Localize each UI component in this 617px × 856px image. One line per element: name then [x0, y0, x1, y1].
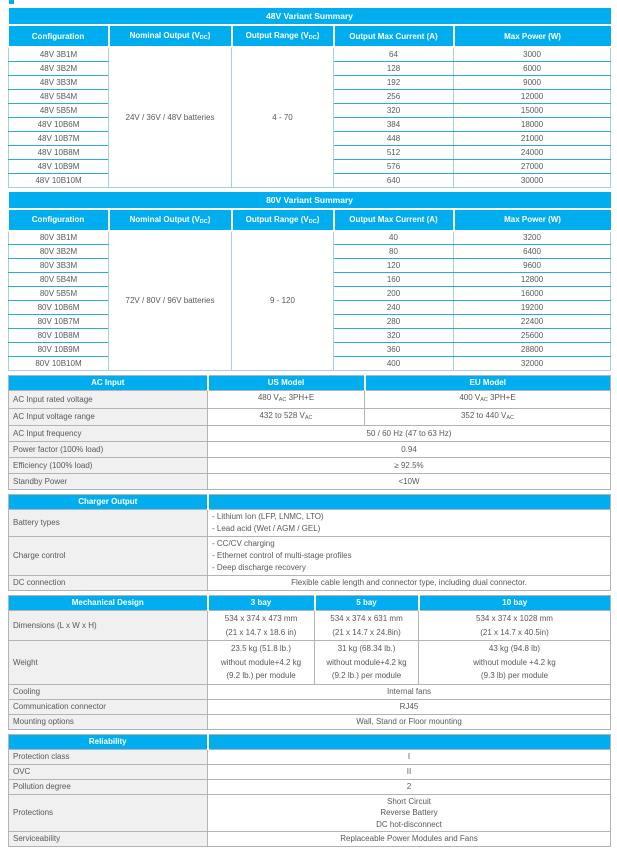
current-cell: 320 — [334, 103, 454, 117]
current-cell: 40 — [334, 231, 454, 245]
power-cell: 3000 — [454, 47, 611, 61]
config-cell: 48V 3B1M — [9, 47, 109, 61]
column-header-max-current: Output Max Current (A) — [334, 209, 454, 231]
config-cell: 48V 10B9M — [9, 159, 109, 173]
output-range-cell: 9 - 120 — [232, 231, 334, 371]
power-cell: 15000 — [454, 103, 611, 117]
current-cell: 360 — [334, 343, 454, 357]
current-cell: 128 — [334, 61, 454, 75]
spec-label: Weight — [9, 641, 208, 685]
power-cell: 30000 — [454, 173, 611, 187]
empty-header-cell — [208, 495, 611, 510]
table-row — [9, 391, 611, 409]
column-header-10bay: 10 bay — [419, 596, 611, 611]
spec-value: <10W — [208, 474, 611, 490]
table-row — [9, 611, 611, 641]
current-cell: 160 — [334, 273, 454, 287]
spec-label: Cooling — [9, 684, 208, 699]
table-row — [9, 510, 611, 537]
spec-label: Battery types — [9, 510, 208, 537]
config-cell: 80V 10B8M — [9, 329, 109, 343]
spec-label: Charge control — [9, 537, 208, 576]
spec-label: Power factor (100% load) — [9, 442, 208, 458]
spec-value: - Lithium Ion (LFP, LNMC, LTO) - Lead acid (Wet / AGM / GEL) — [208, 510, 611, 537]
table-row — [9, 458, 611, 474]
spec-value: 50 / 60 Hz (47 to 63 Hz) — [208, 426, 611, 442]
section-title-ac-input: AC Input — [9, 376, 208, 391]
weight-10bay: 43 kg (94.8 lb) without module +4.2 kg (9.3 lb) per module — [419, 641, 611, 685]
current-cell: 240 — [334, 301, 454, 315]
empty-header-cell — [208, 734, 611, 749]
current-cell: 80 — [334, 245, 454, 259]
cropped-text-fragment — [9, 0, 14, 4]
column-header-eu-model: EU Model — [365, 376, 611, 391]
table-row — [9, 231, 611, 245]
power-cell: 9000 — [454, 75, 611, 89]
current-cell: 280 — [334, 315, 454, 329]
spec-value-eu: 400 $V_{AC}$ 3PH+E — [365, 391, 611, 409]
config-cell: 80V 3B1M — [9, 231, 109, 245]
spec-label: Standby Power — [9, 474, 208, 490]
spec-value: Internal fans — [208, 684, 611, 699]
subscript-dc: DC — [199, 35, 208, 41]
table-row — [9, 47, 611, 61]
section-title-charger-output: Charger Output — [9, 495, 208, 510]
column-header-us-model: US Model — [208, 376, 365, 391]
spec-value-eu: 352 to 440 $V_{AC}$ — [365, 408, 611, 426]
table-row — [9, 474, 611, 490]
charger-output-table — [8, 494, 611, 591]
current-cell: 120 — [334, 259, 454, 273]
current-cell: 384 — [334, 117, 454, 131]
power-cell: 24000 — [454, 145, 611, 159]
power-cell: 16000 — [454, 287, 611, 301]
spec-value: - CC/CV charging - Ethernet control of multi-stage profiles - Deep discharge recovery — [208, 537, 611, 576]
spec-label: Protection class — [9, 749, 208, 764]
power-cell: 27000 — [454, 159, 611, 173]
power-cell: 3200 — [454, 231, 611, 245]
column-header-max-power: Max Power (W) — [454, 209, 611, 231]
column-header-configuration: Configuration — [9, 209, 109, 231]
config-cell: 80V 5B5M — [9, 287, 109, 301]
spec-value: 0.94 — [208, 442, 611, 458]
table-row — [9, 764, 611, 779]
config-cell: 48V 5B5M — [9, 103, 109, 117]
spec-value: Flexible cable length and connector type, including dual connector. — [208, 576, 611, 591]
current-cell: 640 — [334, 173, 454, 187]
table-row — [9, 684, 611, 699]
current-cell: 576 — [334, 159, 454, 173]
section-title-reliability: Reliability — [9, 734, 208, 749]
spec-label: Pollution degree — [9, 779, 208, 794]
dimensions-10bay: 534 x 374 x 1028 mm (21 x 14.7 x 40.5in) — [419, 611, 611, 641]
table-row — [9, 537, 611, 576]
power-cell: 32000 — [454, 357, 611, 371]
config-cell: 80V 3B2M — [9, 245, 109, 259]
spec-value: Short Circuit Reverse Battery DC hot-disconnect — [208, 794, 611, 832]
nominal-output-cell: 72V / 80V / 96V batteries — [109, 231, 232, 371]
spec-label: Communication connector — [9, 699, 208, 714]
power-cell: 28800 — [454, 343, 611, 357]
power-cell: 9600 — [454, 259, 611, 273]
output-range-cell: 4 - 70 — [232, 47, 334, 187]
spec-value-us: 480 $V_{AC}$ 3PH+E — [208, 391, 365, 409]
current-cell: 512 — [334, 145, 454, 159]
nominal-output-cell: 24V / 36V / 48V batteries — [109, 47, 232, 187]
spec-label: Dimensions (L x W x H) — [9, 611, 208, 641]
ac-input-table — [8, 375, 611, 490]
section-title-80v: 80V Variant Summary — [9, 192, 611, 209]
power-cell: 21000 — [454, 131, 611, 145]
spec-value: 2 — [208, 779, 611, 794]
subscript-dc: DC — [308, 218, 317, 225]
spec-value: Wall, Stand or Floor mounting — [208, 714, 611, 729]
config-cell: 80V 10B9M — [9, 343, 109, 357]
config-cell: 48V 10B8M — [9, 145, 109, 159]
power-cell: 12800 — [454, 273, 611, 287]
dimensions-5bay: 534 x 374 x 631 mm (21 x 14.7 x 24.8in) — [315, 611, 419, 641]
subscript-ac: AC — [278, 397, 287, 403]
power-cell: 19200 — [454, 301, 611, 315]
variant-summary-table-80v — [8, 192, 611, 372]
weight-5bay: 31 kg (68.34 lb.) without module+4.2 kg (9.2 lb.) per module — [315, 641, 419, 685]
subscript-dc: DC — [308, 35, 317, 41]
table-row — [9, 794, 611, 832]
current-cell: 320 — [334, 329, 454, 343]
config-cell: 80V 10B10M — [9, 357, 109, 371]
current-cell: 200 — [334, 287, 454, 301]
subscript-ac: AC — [304, 414, 313, 421]
subscript-ac: AC — [506, 414, 514, 421]
config-cell: 80V 10B6M — [9, 301, 109, 315]
spec-label: OVC — [9, 764, 208, 779]
power-cell: 25600 — [454, 329, 611, 343]
datasheet — [8, 8, 610, 851]
spec-label: Serviceability — [9, 832, 208, 847]
config-cell: 80V 10B7M — [9, 315, 109, 329]
config-cell: 48V 10B10M — [9, 173, 109, 187]
subscript-dc: DC — [199, 218, 208, 225]
spec-value-us: 432 to 528 $V_{AC}$ — [208, 408, 365, 426]
spec-label: AC Input voltage range — [9, 408, 208, 426]
table-row — [9, 714, 611, 729]
spec-value: I — [208, 749, 611, 764]
spec-label: AC Input frequency — [9, 426, 208, 442]
spec-label: Efficiency (100% load) — [9, 458, 208, 474]
table-row — [9, 699, 611, 714]
config-cell: 48V 3B3M — [9, 75, 109, 89]
table-row — [9, 576, 611, 591]
config-cell: 48V 10B7M — [9, 131, 109, 145]
table-row — [9, 779, 611, 794]
power-cell: 18000 — [454, 117, 611, 131]
config-cell: 80V 5B4M — [9, 273, 109, 287]
table-row — [9, 408, 611, 426]
section-title-mechanical: Mechanical Design — [9, 596, 208, 611]
spec-label: Mounting options — [9, 714, 208, 729]
spec-label: Protections — [9, 794, 208, 832]
table-row — [9, 832, 611, 847]
current-cell: 64 — [334, 47, 454, 61]
spec-value: II — [208, 764, 611, 779]
variant-summary-table-48v — [8, 8, 611, 188]
column-header-nominal-output: Nominal Output $(V_{DC})$ — [109, 209, 232, 231]
dimensions-3bay: 534 x 374 x 473 mm (21 x 14.7 x 18.6 in) — [208, 611, 315, 641]
spec-value: ≥ 92.5% — [208, 458, 611, 474]
current-cell: 400 — [334, 357, 454, 371]
current-cell: 256 — [334, 89, 454, 103]
spec-label: AC Input rated voltage — [9, 391, 208, 409]
power-cell: 6000 — [454, 61, 611, 75]
table-row — [9, 641, 611, 685]
column-header-max-current: Output Max Current (A) — [334, 25, 454, 47]
weight-3bay: 23.5 kg (51.8 lb.) without module+4.2 kg (9.2 lb.) per module — [208, 641, 315, 685]
config-cell: 48V 5B4M — [9, 89, 109, 103]
table-row — [9, 426, 611, 442]
config-cell: 80V 3B3M — [9, 259, 109, 273]
column-header-output-range: Output Range $(V_{DC})$ — [232, 25, 334, 47]
subscript-ac: AC — [480, 397, 488, 403]
column-header-max-power: Max Power (W) — [454, 25, 611, 47]
current-cell: 192 — [334, 75, 454, 89]
power-cell: 12000 — [454, 89, 611, 103]
reliability-table — [8, 734, 611, 848]
table-row — [9, 749, 611, 764]
config-cell: 48V 3B2M — [9, 61, 109, 75]
section-title-48v: 48V Variant Summary — [9, 8, 611, 25]
spec-value: RJ45 — [208, 699, 611, 714]
column-header-5bay: 5 bay — [315, 596, 419, 611]
column-header-output-range: Output Range $(V_{DC})$ — [232, 209, 334, 231]
table-row — [9, 442, 611, 458]
power-cell: 6400 — [454, 245, 611, 259]
spec-label: DC connection — [9, 576, 208, 591]
power-cell: 22400 — [454, 315, 611, 329]
column-header-3bay: 3 bay — [208, 596, 315, 611]
current-cell: 448 — [334, 131, 454, 145]
config-cell: 48V 10B6M — [9, 117, 109, 131]
column-header-nominal-output: Nominal Output $(V_{DC})$ — [109, 25, 232, 47]
column-header-configuration: Configuration — [9, 25, 109, 47]
spec-value: Replaceable Power Modules and Fans — [208, 832, 611, 847]
mechanical-design-table — [8, 595, 611, 730]
